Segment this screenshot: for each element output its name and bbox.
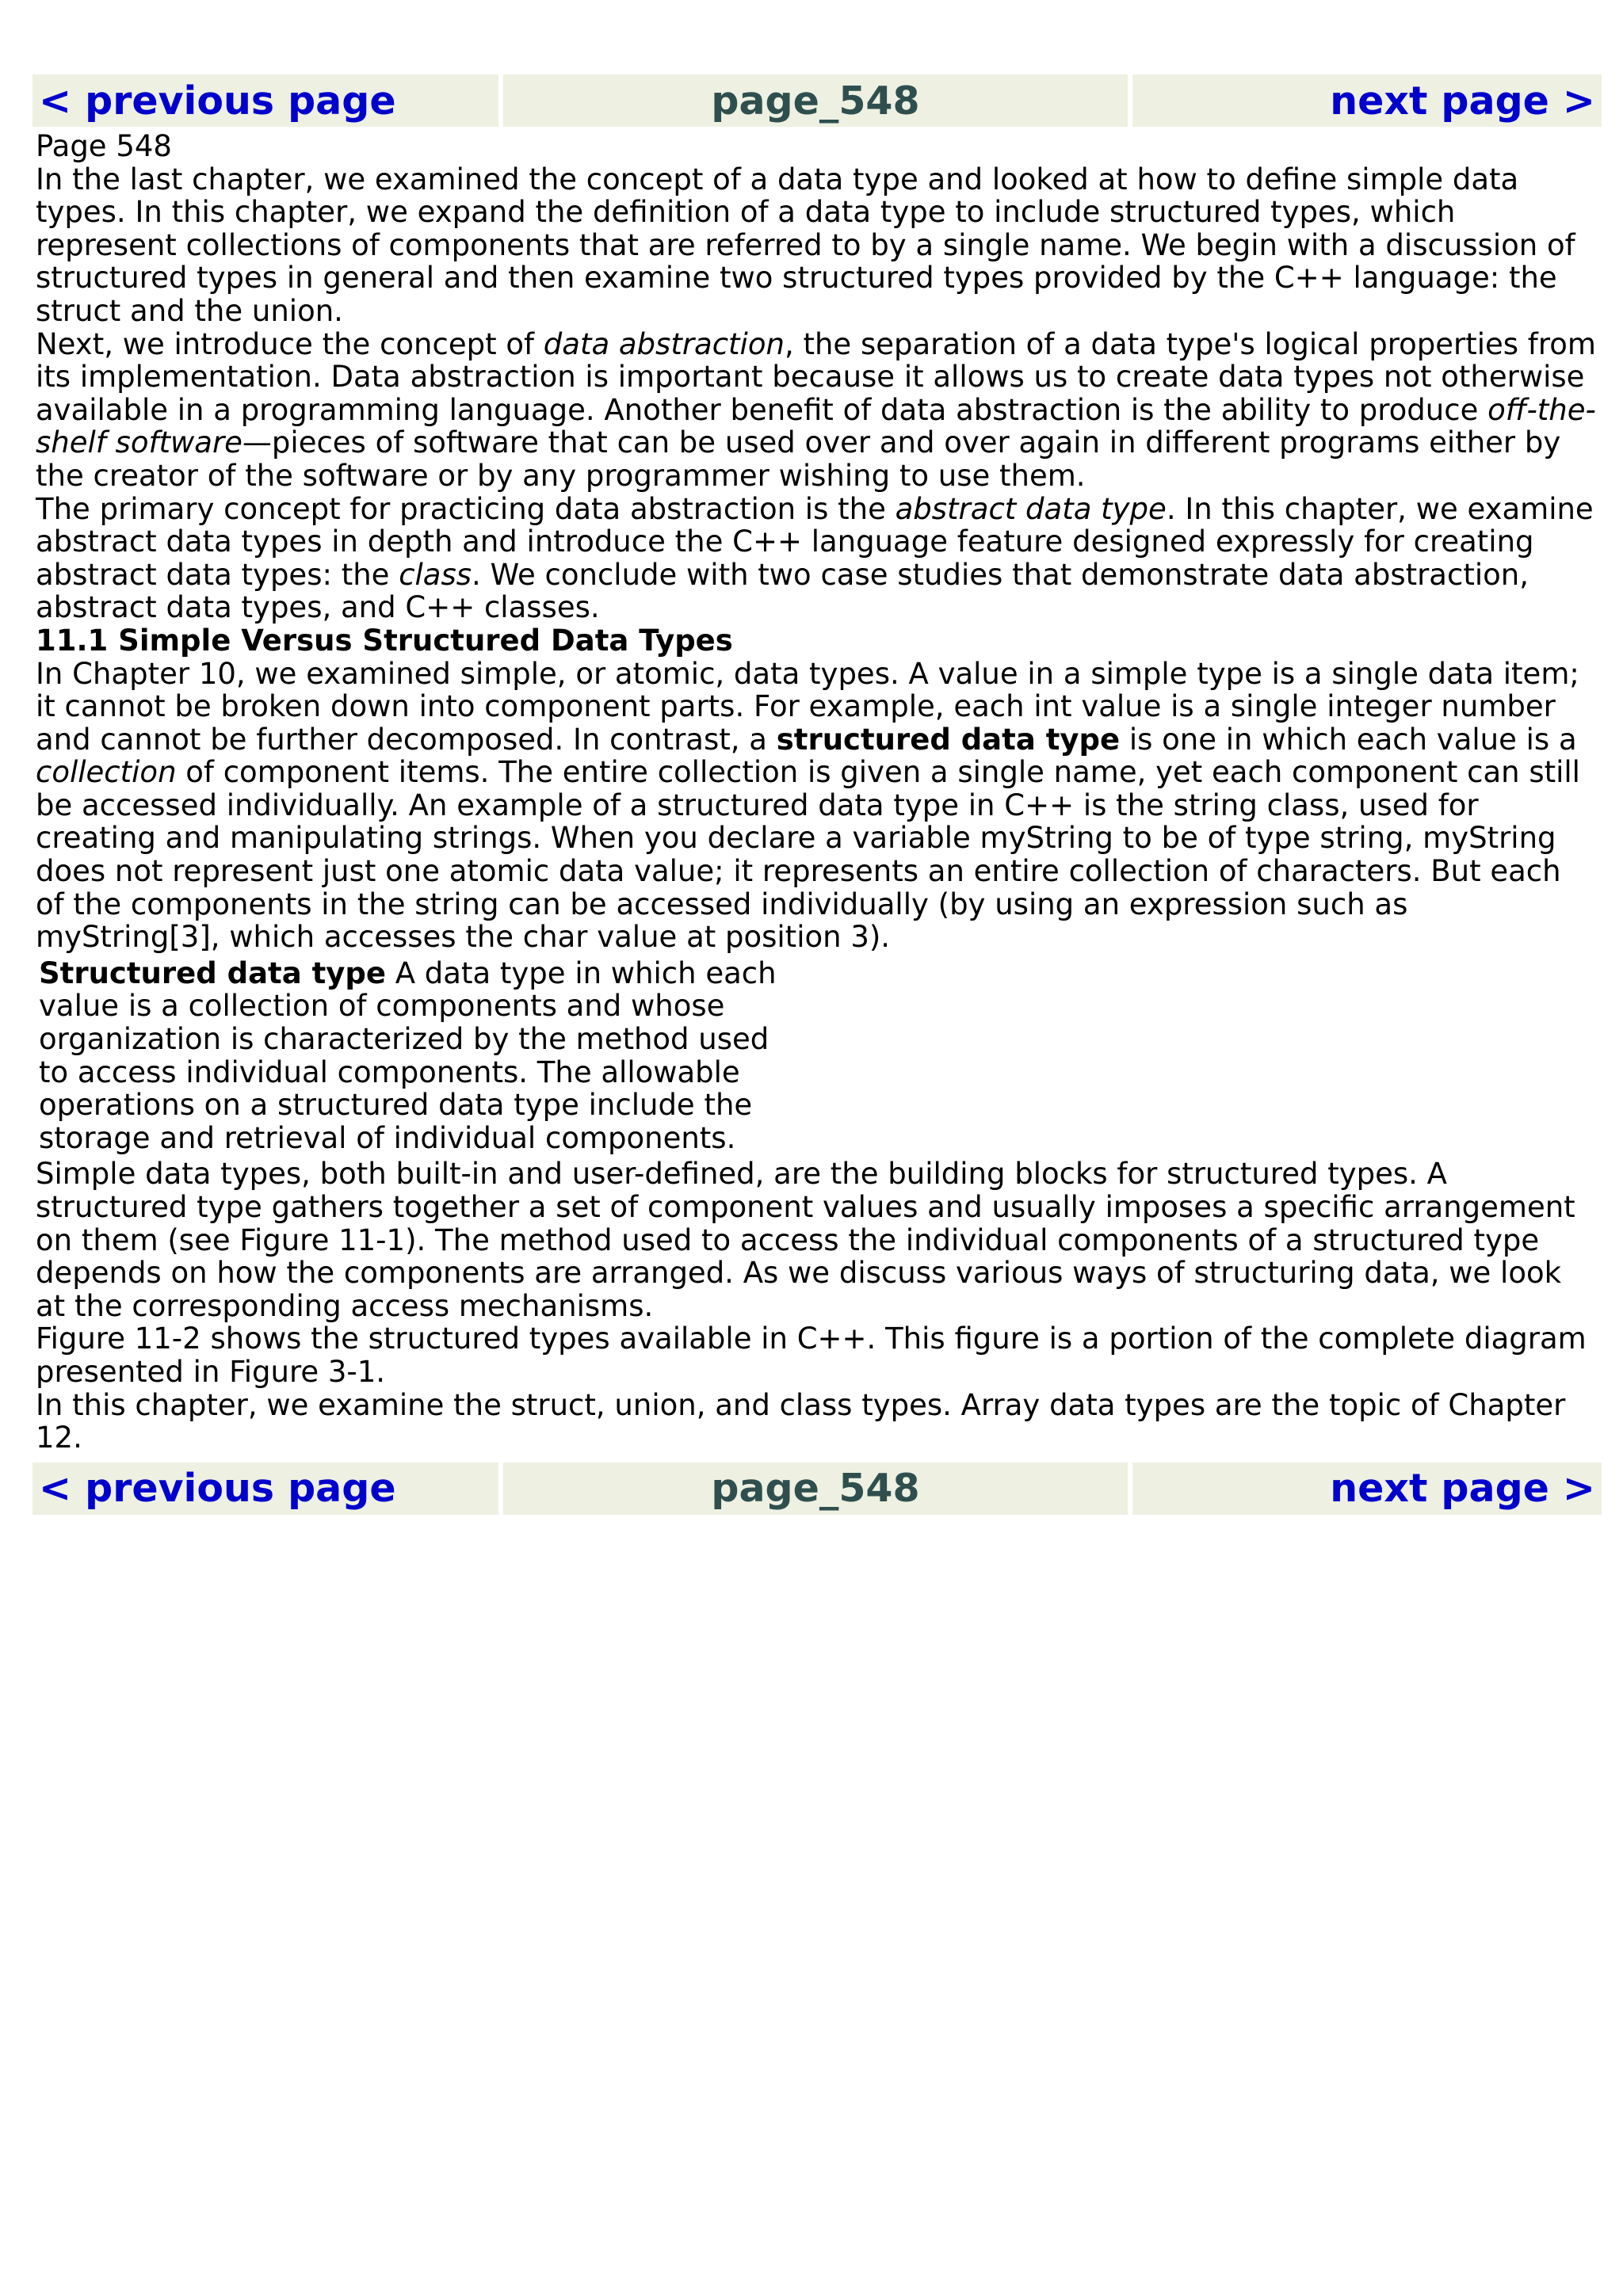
paragraph-abstract-data-type: The primary concept for practicing data abstraction is the abstract data type. In this chapter, we examine abstract data types in depth and introduce the C++ language feature designed expressly for creating abstract data types: the class. We conclude with two case studies that demonstrate data abstraction, abstract data types, and C++ classes. <box>36 491 1594 625</box>
paragraph-chapter-scope: In this chapter, we examine the struct, union, and class types. Array data types are the topic of Chapter 12. <box>36 1387 1566 1455</box>
paragraph-data-abstraction: Next, we introduce the concept of data abstraction, the separation of a data type's logical properties from its implementation. Data abstraction is important because it allows us to create data types not otherwise available in a programming language. Another benefit of data abstraction is the ability to produce off-the-shelf software—pieces of software that can be used over and over again in different programs either by the creator of the software or by any programmer wishing to use them. <box>36 326 1596 493</box>
definition-text: A data type in which each value is a collection of components and whose organization is characterized by the method used to access individual components. The allowable operations on a structured data type include the storage and retrieval of individual components. <box>39 955 777 1155</box>
bottom-next-page-link[interactable]: next page > <box>1330 1466 1595 1512</box>
paragraph-figure-reference: Figure 11-2 shows the structured types available in C++. This figure is a portion of the complete diagram presented in Figure 3-1. <box>36 1322 1587 1389</box>
bottom-prev-cell <box>32 1463 498 1515</box>
paragraph-building-blocks: Simple data types, both built-in and user-defined, are the building blocks for structured types. A structured type gathers together a set of component values and usually imposes a specific arrangement on them (see Figure 11-1). The method used to access the individual components of a structured type depends on how the components are arranged. As we discuss various ways of structuring data, we look at the corresponding access mechanisms. <box>36 1157 1575 1323</box>
definition-term: Structured data type <box>39 955 386 990</box>
top-navigation-bar <box>32 74 1602 127</box>
bottom-navigation-bar <box>32 1463 1602 1515</box>
bottom-next-cell <box>1132 1463 1602 1515</box>
page <box>32 74 1602 1515</box>
paragraph-intro: In the last chapter, we examined the concept of a data type and looked at how to define simple data types. In this chapter, we expand the definition of a data type to include structured types, which represent collections of components that are referred to by a single name. We begin with a discussion of structured types in general and then examine two structured types provided by the C++ language: the struct and the union. <box>36 162 1575 328</box>
top-page-id: page_548 <box>503 74 1128 127</box>
definition-box <box>39 957 800 1155</box>
top-next-cell <box>1132 74 1602 127</box>
top-previous-page-link[interactable]: < previous page <box>39 78 396 124</box>
bottom-previous-page-link[interactable]: < previous page <box>39 1466 396 1512</box>
bottom-page-id: page_548 <box>503 1463 1128 1515</box>
page-content <box>32 127 1602 1455</box>
top-prev-cell <box>32 74 498 127</box>
top-next-page-link[interactable]: next page > <box>1330 78 1595 124</box>
paragraph-simple-vs-structured: In Chapter 10, we examined simple, or atomic, data types. A value in a simple type is a single data item; it cannot be broken down into component parts. For example, each int value is a single integer number and cannot be further decomposed. In contrast, a structured data type is one in which each value is a collection of component items. The entire collection is given a single name, yet each component can still be accessed individually. An example of a structured data type in C++ is the string class, used for creating and manipulating strings. When you declare a variable myString to be of type string, myString does not represent just one atomic data value; it represents an entire collection of characters. But each of the components in the string can be accessed individually (by using an expression such as myString[3], which accesses the char value at position 3). <box>36 656 1580 955</box>
section-heading: 11.1 Simple Versus Structured Data Types <box>36 623 733 658</box>
page-label: Page 548 <box>36 129 172 163</box>
